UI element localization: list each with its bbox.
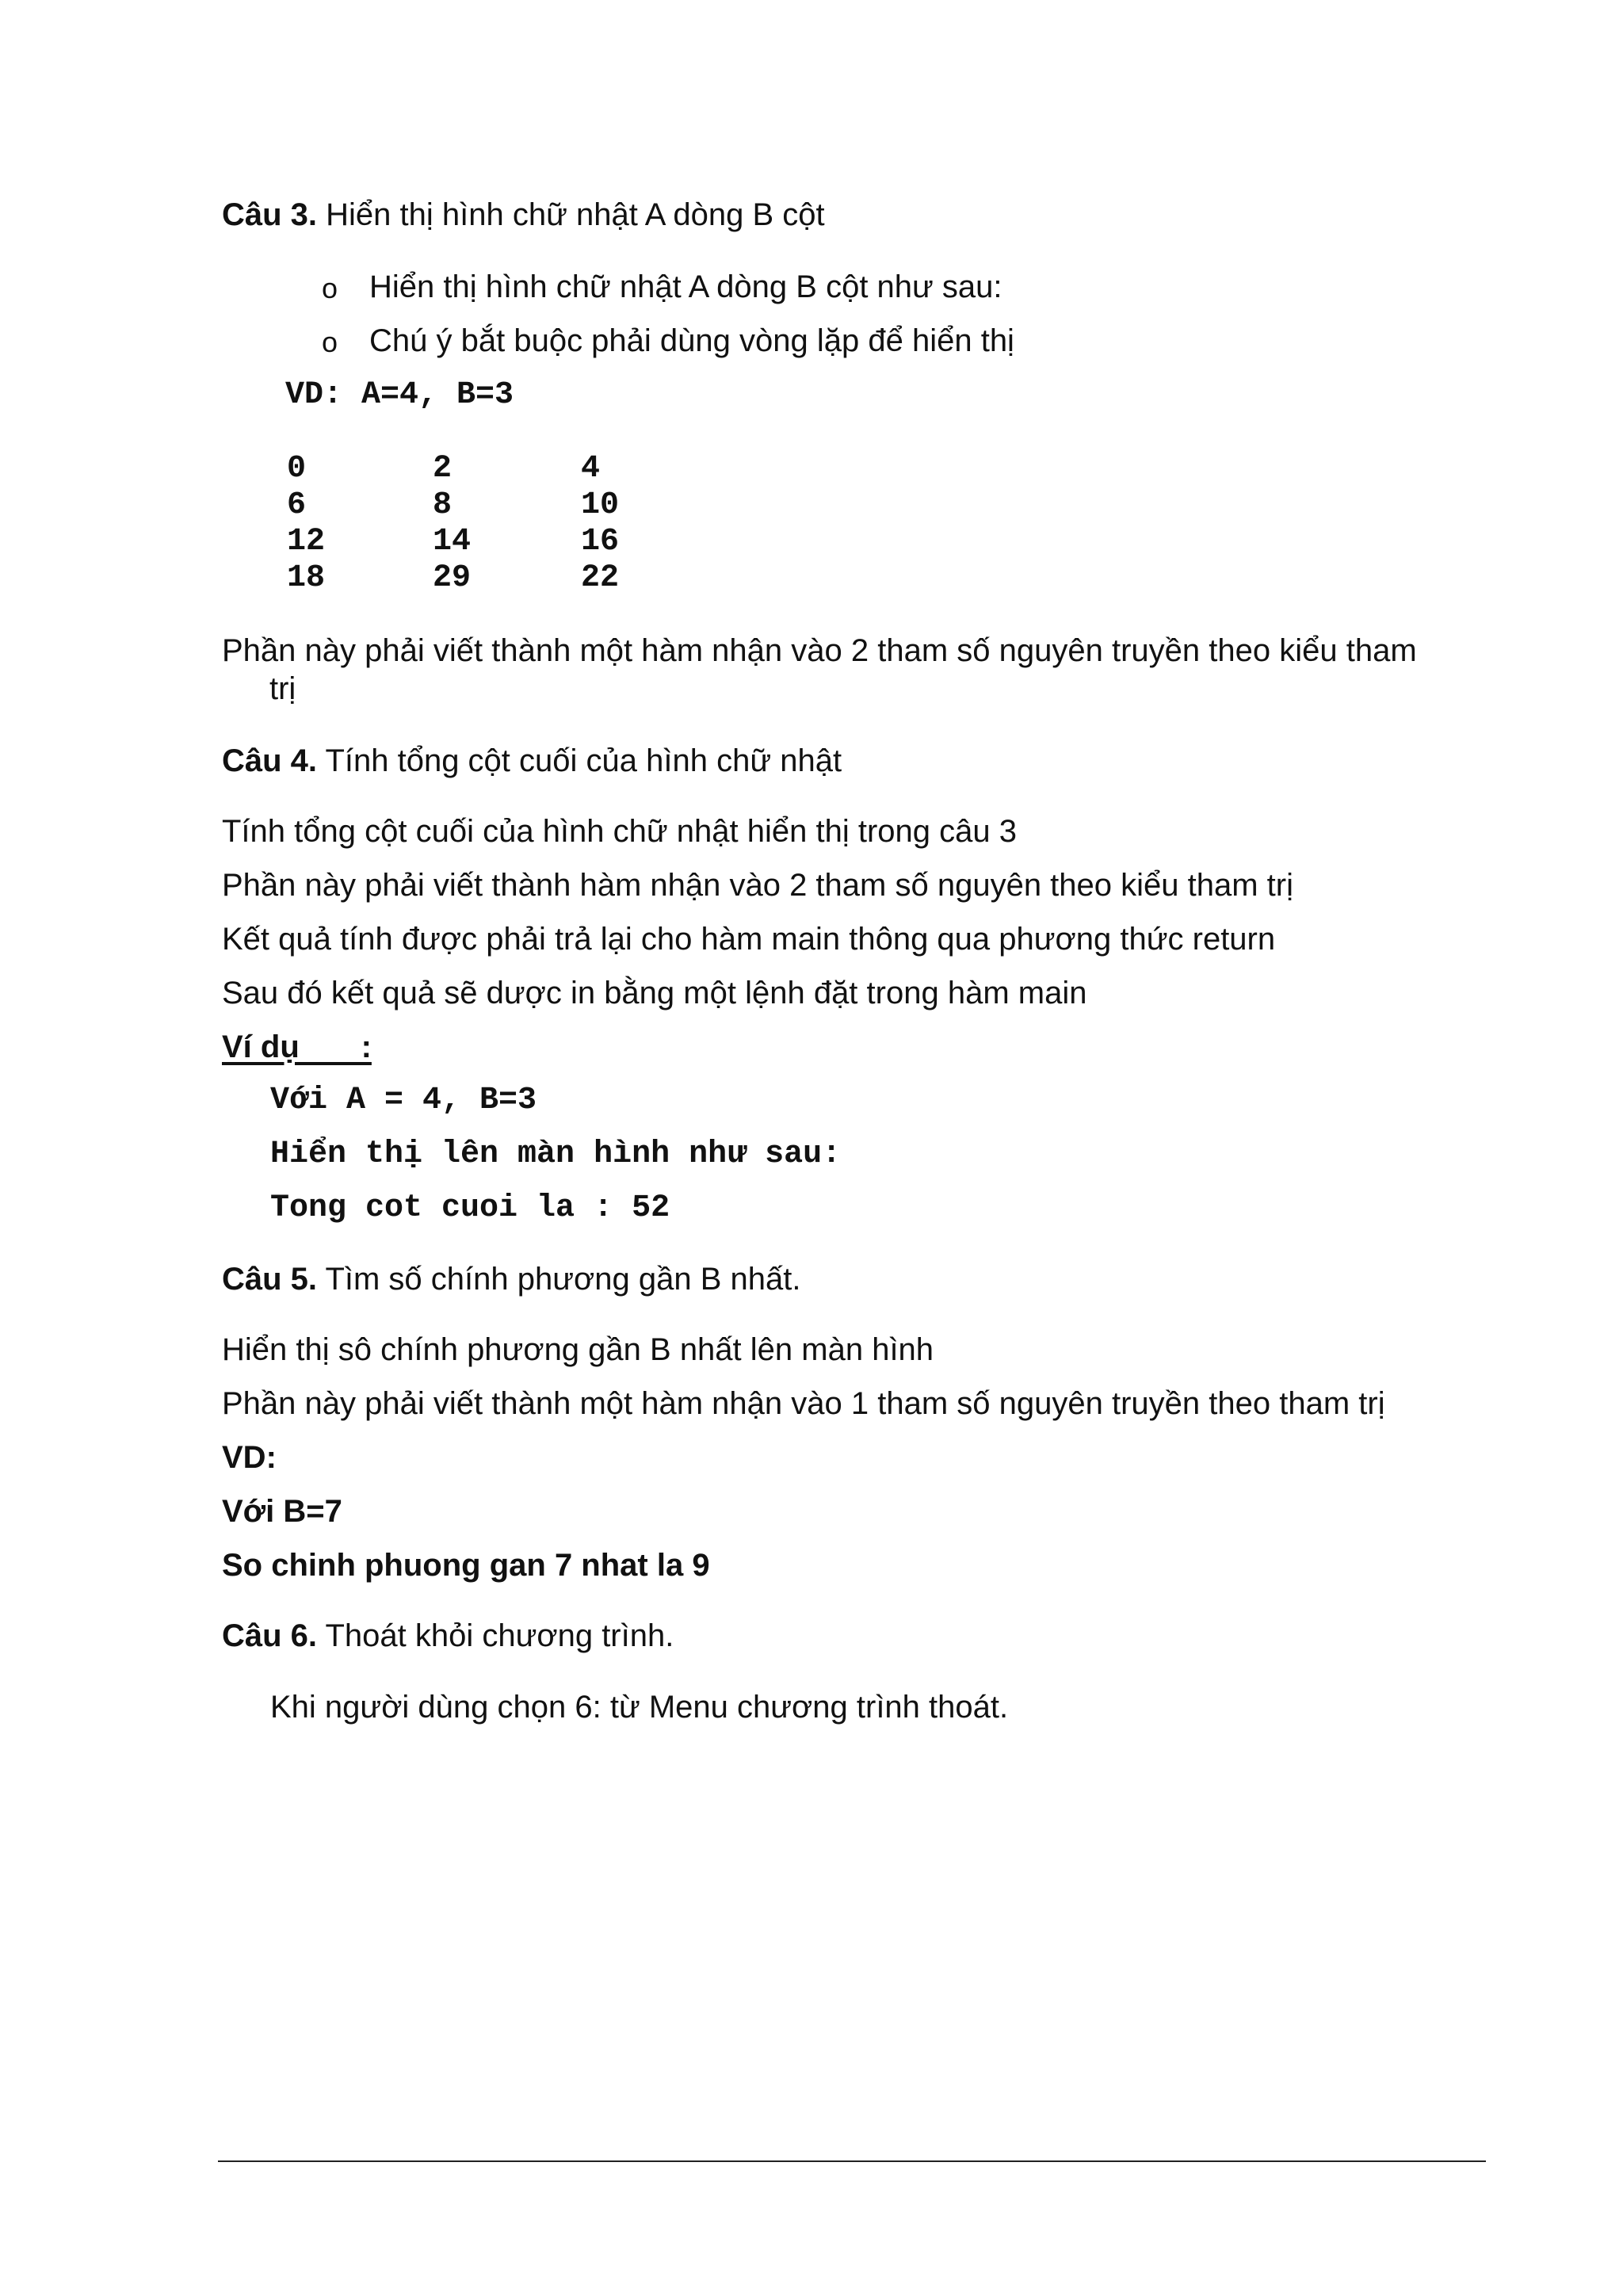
- grid-cell: 2: [433, 451, 453, 487]
- grid-cell: 22: [581, 560, 620, 596]
- bullet-marker: o: [322, 326, 338, 358]
- cau3-note-line-2: trị: [269, 671, 296, 706]
- cau3-note-line-1: Phần này phải viết thành một hàm nhận vào 2 tham số nguyên truyền theo kiểu tham: [222, 633, 1417, 668]
- cau5-heading-text: Tìm số chính phương gần B nhất.: [317, 1262, 801, 1297]
- cau4-heading: [222, 742, 842, 780]
- grid-cell: 14: [433, 524, 472, 560]
- cau5-heading-label: Câu 5.: [222, 1262, 318, 1297]
- cau5-example-input: Với B=7: [222, 1494, 342, 1529]
- cau3-heading: [222, 196, 825, 234]
- cau4-line-3: Kết quả tính được phải trả lại cho hàm main thông qua phương thức return: [222, 922, 1276, 957]
- cau3-heading-label: Câu 3.: [222, 197, 318, 232]
- grid-cell: 18: [287, 560, 326, 596]
- cau5-example-label: VD:: [222, 1440, 277, 1475]
- cau4-code-line-3: Tong cot cuoi la : 52: [270, 1190, 670, 1226]
- grid-cell: 0: [287, 451, 307, 487]
- cau4-line-2: Phần này phải viết thành hàm nhận vào 2 tham số nguyên theo kiểu tham trị: [222, 868, 1293, 903]
- cau3-bullet-1: Hiển thị hình chữ nhật A dòng B cột như sau:: [369, 269, 1002, 304]
- cau6-heading-label: Câu 6.: [222, 1618, 318, 1653]
- cau4-code-line-2: Hiển thị lên màn hình như sau:: [270, 1137, 842, 1172]
- cau6-body: Khi người dùng chọn 6: từ Menu chương trình thoát.: [270, 1690, 1009, 1725]
- bullet-marker: o: [322, 272, 338, 304]
- grid-cell: 10: [581, 487, 620, 523]
- cau4-example-label: Ví dụ :: [222, 1030, 372, 1064]
- cau5-line-1: Hiển thị sô chính phương gần B nhất lên màn hình: [222, 1332, 934, 1367]
- cau4-code-line-1: Với A = 4, B=3: [270, 1083, 537, 1118]
- cau5-example-output: So chinh phuong gan 7 nhat la 9: [222, 1548, 710, 1583]
- cau5-heading: [222, 1260, 800, 1298]
- cau4-heading-label: Câu 4.: [222, 743, 318, 778]
- cau4-line-4: Sau đó kết quả sẽ dược in bằng một lệnh đặt trong hàm main: [222, 976, 1087, 1010]
- grid-cell: 8: [433, 487, 453, 523]
- grid-cell: 16: [581, 524, 620, 560]
- cau3-example-label: VD: A=4, B=3: [285, 377, 514, 413]
- cau6-heading: [222, 1617, 674, 1655]
- cau3-heading-text: Hiển thị hình chữ nhật A dòng B cột: [317, 197, 825, 232]
- cau4-heading-text: Tính tổng cột cuối của hình chữ nhật: [317, 743, 842, 778]
- cau6-heading-text: Thoát khỏi chương trình.: [317, 1618, 674, 1653]
- grid-cell: 4: [581, 451, 601, 487]
- cau3-bullet-2: Chú ý bắt buộc phải dùng vòng lặp để hiển thị: [369, 323, 1014, 358]
- cau4-line-1: Tính tổng cột cuối của hình chữ nhật hiển thị trong câu 3: [222, 814, 1017, 849]
- footer-divider: [218, 2160, 1486, 2162]
- grid-cell: 12: [287, 524, 326, 560]
- grid-cell: 29: [433, 560, 472, 596]
- grid-cell: 6: [287, 487, 307, 523]
- cau5-line-2: Phần này phải viết thành một hàm nhận vào 1 tham số nguyên truyền theo tham trị: [222, 1386, 1385, 1421]
